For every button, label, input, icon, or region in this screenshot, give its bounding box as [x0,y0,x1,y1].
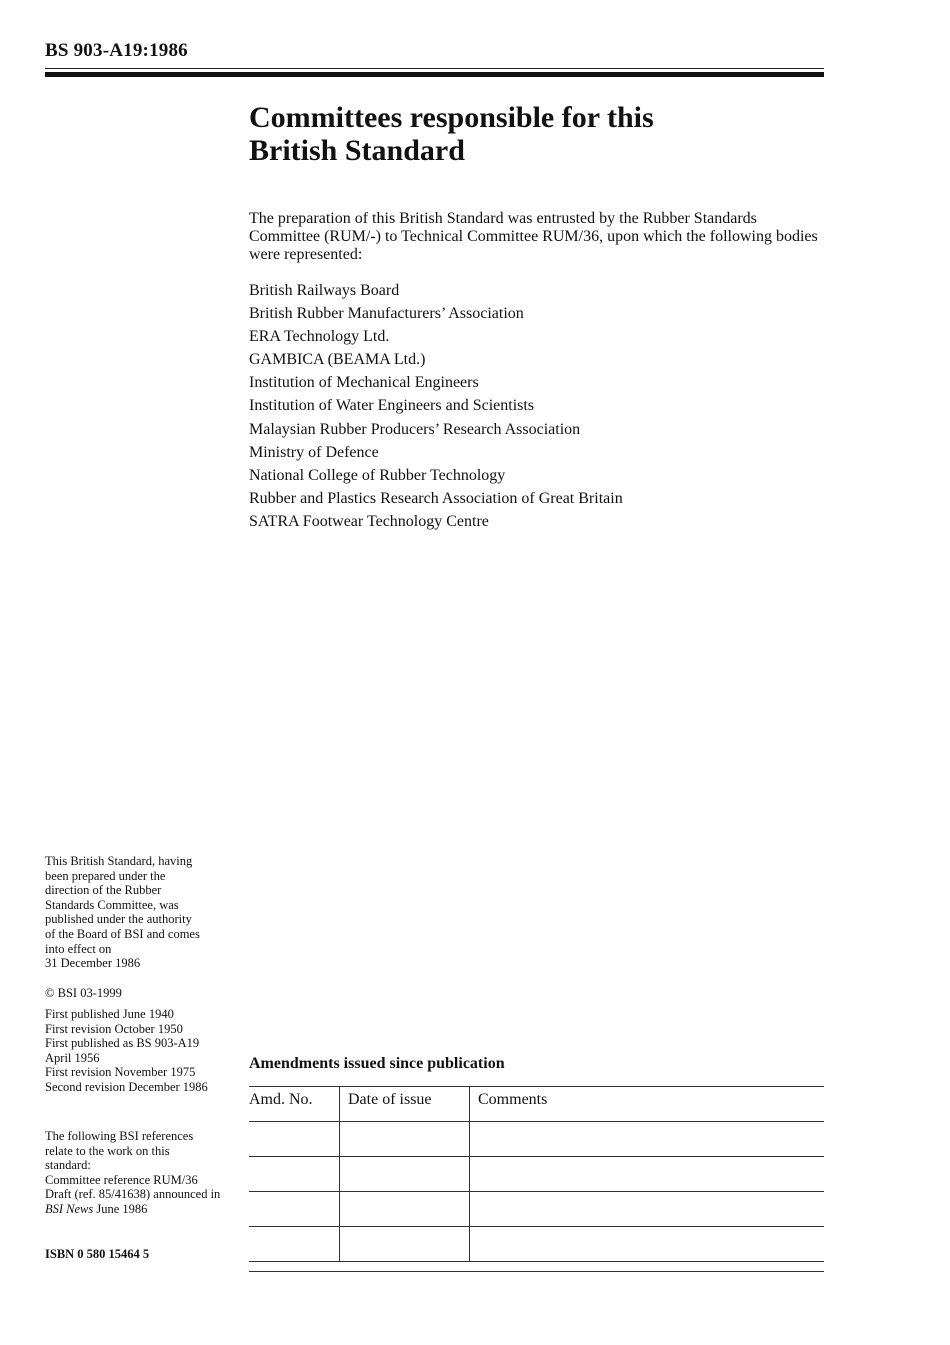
list-item: British Railways Board [249,282,400,299]
table-cell [470,1157,825,1192]
reference-line: relate to the work on this [45,1143,170,1158]
table-cell [249,1192,340,1227]
list-item: Institution of Water Engineers and Scientists [249,397,535,415]
history-line: First revision October 1950 [45,1021,183,1036]
table-row [249,1192,824,1227]
table-cell [470,1227,825,1262]
header-rule-thick [45,72,824,77]
table-cell [249,1122,340,1157]
reference-line [45,1202,245,1217]
list-item: Ministry of Defence [249,443,379,461]
history-line: First published June 1940 [45,1007,174,1021]
approval-line: of the Board of BSI and comes [45,926,200,941]
publication-history [45,1007,245,1095]
approval-line: Standards Committee, was [45,897,179,912]
amendments-heading: Amendments issued since publication [249,1055,505,1072]
list-item: Malaysian Rubber Producers’ Research Association [249,420,581,438]
bodies-list [249,281,623,535]
approval-line: into effect on [45,941,112,956]
bsi-references [45,1129,245,1217]
history-line: Second revision December 1986 [45,1079,208,1094]
list-item: Institution of Mechanical Engineers [249,374,479,392]
document-code: BS 903-A19:1986 [45,40,188,61]
bsi-news-title: BSI News [45,1201,94,1216]
reference-line: Draft (ref. 85/41638) announced in [45,1187,221,1202]
approval-line: direction of the Rubber [45,883,162,898]
amendments-table [249,1086,824,1262]
table-cell [249,1227,340,1262]
intro-paragraph: The preparation of this British Standard was entrusted by the Rubber Standards Committee (RUM/-) to Technical Committee RUM/36, upon which the following bodies were represented: [249,210,818,263]
column-header-comments: Comments [470,1087,825,1122]
table-cell [340,1122,470,1157]
approval-line: published under the authority [45,912,192,927]
list-item: GAMBICA (BEAMA Ltd.) [249,351,426,369]
table-cell [249,1157,340,1192]
title-line-2: British Standard [249,134,465,167]
reference-line: The following BSI references [45,1129,194,1143]
list-item: National College of Rubber Technology [249,466,506,484]
history-line: First revision November 1975 [45,1065,196,1080]
approval-line: been prepared under the [45,868,166,883]
reference-line: Committee reference RUM/36 [45,1172,198,1187]
list-item: Rubber and Plastics Research Association of Great Britain [249,489,623,507]
reference-line: standard: [45,1158,91,1173]
copyright-line: © BSI 03-1999 [45,986,122,1000]
table-cell [340,1157,470,1192]
title-line-1: Committees responsible for this [249,101,654,134]
copyright-note [45,986,245,1001]
list-item: ERA Technology Ltd. [249,328,390,346]
approval-line: 31 December 1986 [45,956,141,971]
table-cell [470,1192,825,1227]
table-row [249,1122,824,1157]
footer-rule [249,1271,824,1272]
reference-date: June 1986 [93,1201,148,1216]
table-row [249,1227,824,1262]
table-header-row [249,1087,824,1122]
header-rule-thin [45,68,824,69]
history-line: April 1956 [45,1050,100,1065]
list-item: SATRA Footwear Technology Centre [249,512,489,530]
table-cell [470,1122,825,1157]
table-cell [340,1192,470,1227]
column-header-amd-no: Amd. No. [249,1087,340,1122]
list-item: British Rubber Manufacturers’ Association [249,305,524,323]
approval-line: This British Standard, having [45,854,193,868]
column-header-date: Date of issue [340,1087,470,1122]
approval-note [45,854,245,971]
history-line: First published as BS 903-A19 [45,1036,200,1051]
isbn [45,1247,245,1262]
isbn-line: ISBN 0 580 15464 5 [45,1247,150,1261]
table-row [249,1157,824,1192]
table-cell [340,1227,470,1262]
page-title [249,101,809,167]
